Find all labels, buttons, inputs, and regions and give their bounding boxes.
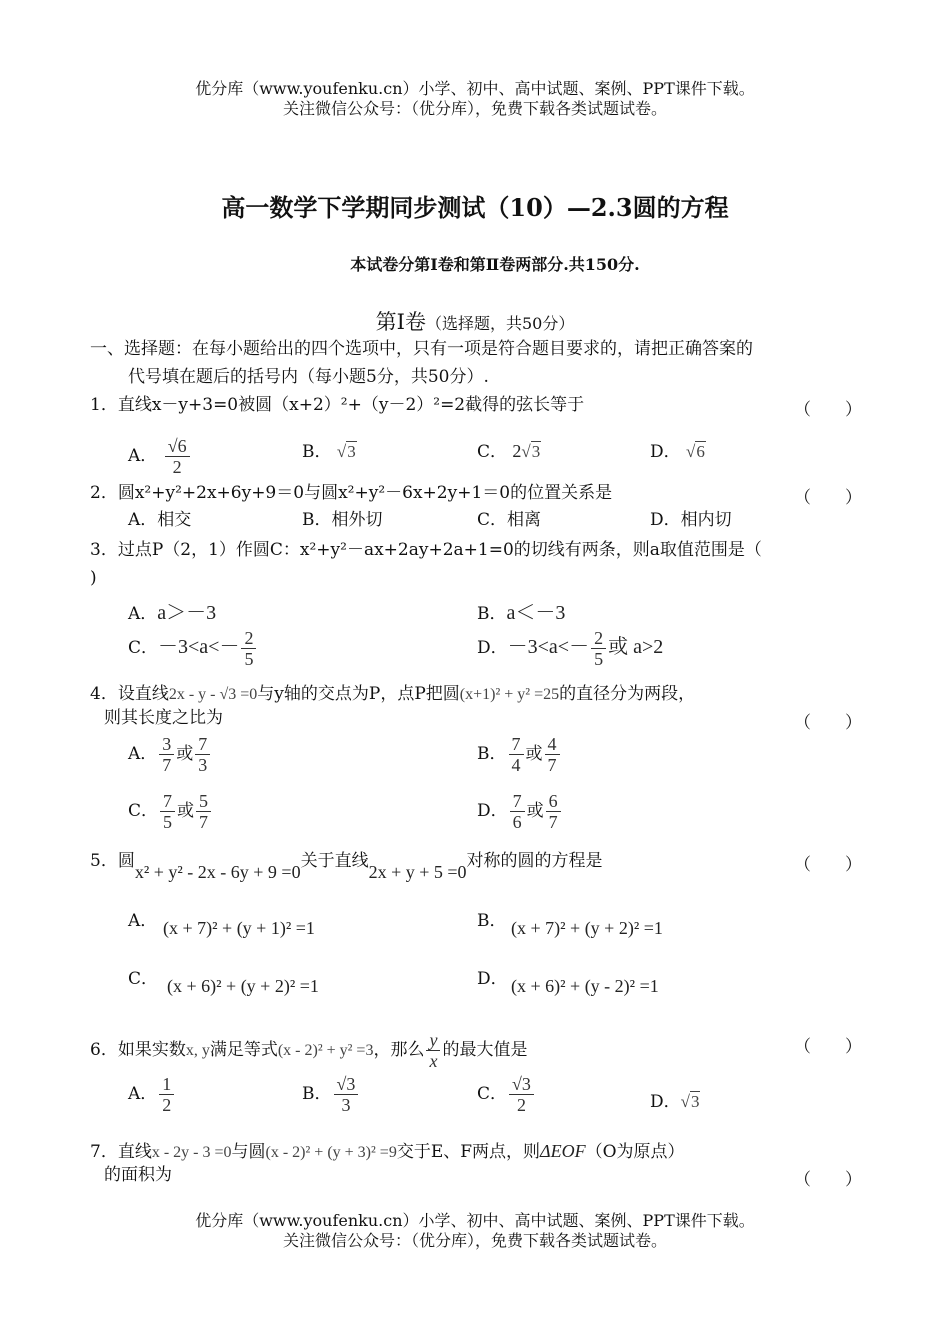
q6-c-label: C． [477,1084,508,1104]
page-footer-line2: 关注微信公众号：（优分库），免费下载各类试题试卷。 [282,1231,667,1250]
q3-option-d[interactable] [477,628,663,669]
q6-b-label: B． [302,1084,332,1104]
q5-mid: 关于直线 [300,851,369,871]
section-main: 第Ⅰ卷 [375,310,426,334]
q1-c-coef: 2 [512,441,522,461]
q1-d-label: D． [650,442,681,462]
q7-stem-line2: 的面积为 [104,1165,172,1185]
q6-vars: x, y [185,1042,210,1059]
q1-option-a[interactable] [128,436,192,477]
q4-answer-paren[interactable]: （ ） [794,713,862,733]
q4-a-label: A． [128,744,158,764]
q3-option-c[interactable] [128,628,258,669]
q4-d-or: 或 [526,801,544,821]
q2-option-c[interactable]: C．相离 [477,510,542,530]
q3-option-a[interactable] [128,596,216,625]
q6-stem [90,1030,527,1071]
q1-option-d[interactable] [650,437,706,462]
q4-a-frac1: $\frac{3}{7}$ [159,734,174,775]
q6-eq: (x - 2)² + y² =3 [277,1042,374,1059]
q6-a-frac: $\frac{1}{2}$ [159,1074,174,1115]
q1-a-frac [165,436,190,477]
q2-option-d[interactable]: D．相内切 [650,510,732,530]
q4-d-label: D． [477,801,508,821]
q1-a-label: A． [128,446,158,466]
q5-circle-eq: x² + y² - 2x - 6y + 9 =0 [134,862,301,882]
q6-a-label: A． [128,1084,158,1104]
q1-option-b[interactable] [302,437,357,462]
q3-d-tail: 或 a>2 [608,636,664,658]
q4-stem-line2: 则其长度之比为 [104,708,223,728]
q2-stem: 2．圆x²+y²+2x+6y+9＝0与圆x²+y²－6x+2y+1＝0的位置关系是 [90,483,613,503]
q1-a-num: √6 [165,436,190,457]
q3-c-label: C． [128,638,159,658]
q1-answer-paren[interactable]: （ ） [794,400,862,420]
q5-option-c-eq: (x + 6)² + (y + 2)² =1 [167,976,319,996]
q6-option-a[interactable] [128,1074,176,1115]
q4-line-eq: 2x - y - √3 =0 [168,686,258,703]
q6-suffix: 的最大值是 [442,1040,528,1060]
instructions-line1: 一、选择题：在每小题给出的四个选项中，只有一项是符合题目要求的，请把正确答案的 [90,339,753,359]
q4-d-frac1: $\frac{7}{6}$ [510,791,525,832]
q5-option-d-eq: (x + 6)² + (y - 2)² =1 [511,976,659,996]
q6-option-d[interactable] [650,1087,700,1112]
q7-prefix: 7．直线 [90,1142,152,1162]
q4-c-frac2: $\frac{5}{7}$ [196,791,211,832]
q4-suffix: 的直径分为两段， [559,684,696,704]
q6-frac: $\frac{y}{x}$ [426,1030,440,1071]
q4-circle-eq: (x+1)² + y² =25 [459,686,560,703]
q4-c-frac1: $\frac{7}{5}$ [160,791,175,832]
q3-a-value: a＞－3 [157,602,217,624]
q4-option-a[interactable] [128,734,212,775]
q5-option-b-label[interactable]: B． [477,911,507,931]
q4-stem [90,682,695,707]
q7-mid: 与圆 [231,1142,266,1162]
q5-line-eq: 2x + y + 5 =0 [368,862,467,882]
q3-c-value: －3<a<－ [158,636,240,658]
page-header-line2: 关注微信公众号：（优分库），免费下载各类试题试卷。 [282,99,667,118]
q3-a-label: A． [128,604,158,624]
q1-a-den: 2 [172,457,182,477]
q5-stem [90,848,603,882]
q3-b-label: B． [477,604,507,624]
q4-b-frac1: $\frac{7}{4}$ [509,734,524,775]
q4-b-label: B． [477,744,507,764]
instructions-line2: 代号填在题后的括号内（每小题5分，共50分）. [128,367,489,387]
q3-d-value: －3<a<－ [507,636,590,658]
q7-answer-paren[interactable]: （ ） [794,1170,862,1190]
q5-option-a-label[interactable]: A． [128,911,158,931]
page-subtitle: 本试卷分第Ⅰ卷和第Ⅱ卷两部分.共150分. [350,255,640,274]
q7-circle-eq: (x - 2)² + (y + 3)² =9 [265,1144,397,1161]
q3-b-value: a＜－3 [506,602,566,624]
q4-a-or: 或 [176,744,194,764]
q4-c-label: C． [128,801,159,821]
q5-option-a-eq: (x + 7)² + (y + 1)² =1 [163,918,315,938]
q7-stem [90,1139,685,1165]
q2-answer-paren[interactable]: （ ） [794,488,862,508]
q6-d-sqrt: √3 [680,1092,700,1111]
q3-stem: 3．过点P（2，1）作圆C：x²+y²－ax+2ay+2a+1=0的切线有两条，则a取值范围是（ [90,540,762,560]
q1-b-label: B． [302,442,332,462]
q4-a-frac2: $\frac{7}{3}$ [195,734,210,775]
q6-mid: 满足等式 [209,1040,278,1060]
q6-answer-paren[interactable]: （ ） [794,1037,862,1057]
q1-stem: 1．直线x－y+3=0被圆（x+2）²+（y－2）²=2截得的弦长等于 [90,395,585,415]
q4-prefix: 4．设直线 [90,684,169,704]
q3-option-b[interactable] [477,596,565,625]
section-note: （选择题，共50分） [425,314,575,333]
q2-option-a[interactable]: A．相交 [128,510,192,530]
q4-option-b[interactable] [477,734,562,775]
q6-option-b[interactable] [302,1074,360,1115]
q1-b-sqrt: √3 [336,442,356,461]
q4-d-frac2: $\frac{6}{7}$ [546,791,561,832]
page-header-line1: 优分库（www.youfenku.cn）小学、初中、高中试题、案例、PPT课件下载。 [195,79,755,98]
q7-triangle: ΔEOF [540,1141,586,1161]
q6-b-frac: $\frac{√3}{3}$ [334,1074,359,1115]
q6-prefix: 6．如果实数 [90,1040,186,1060]
q6-d-label: D． [650,1092,681,1112]
q6-c-frac: $\frac{√3}{2}$ [509,1074,534,1115]
q3-d-label: D． [477,638,508,658]
q5-option-b-eq: (x + 7)² + (y + 2)² =1 [511,918,663,938]
q4-c-or: 或 [177,801,195,821]
q4-b-frac2: $\frac{4}{7}$ [545,734,560,775]
q3-stem-cont: ) [90,568,97,588]
q5-option-c-label[interactable]: C． [128,969,159,989]
q2-option-b[interactable]: B．相外切 [302,510,383,530]
q1-c-sqrt: √3 [521,442,541,461]
q4-mid: 与y轴的交点为P，点P把圆 [257,684,460,704]
q1-d-sqrt: √6 [686,442,705,461]
q1-c-label: C． [477,442,508,462]
q4-b-or: 或 [525,744,543,764]
q3-d-frac: $\frac{2}{5}$ [591,628,606,669]
q4-option-d[interactable] [477,791,563,832]
q6-option-c[interactable] [477,1074,536,1115]
page-title: 高一数学下学期同步测试（10）—2.3圆的方程 [221,193,729,222]
q5-prefix: 5．圆 [90,851,135,871]
q7-mid2: 交于E、F两点，则 [396,1142,541,1162]
q5-answer-paren[interactable]: （ ） [794,855,862,875]
q7-suffix: （O为原点） [585,1142,685,1162]
q5-suffix: 对称的圆的方程是 [466,851,603,871]
section-heading [0,306,950,336]
q4-option-c[interactable] [128,791,213,832]
q5-option-d-label[interactable]: D． [477,969,508,989]
page-footer-line1: 优分库（www.youfenku.cn）小学、初中、高中试题、案例、PPT课件下载。 [195,1211,755,1230]
q3-c-frac: $\frac{2}{5}$ [241,628,256,669]
q6-mid2: ，那么 [373,1040,425,1060]
q7-line-eq: x - 2y - 3 =0 [151,1144,232,1161]
q1-option-c[interactable] [477,437,541,462]
